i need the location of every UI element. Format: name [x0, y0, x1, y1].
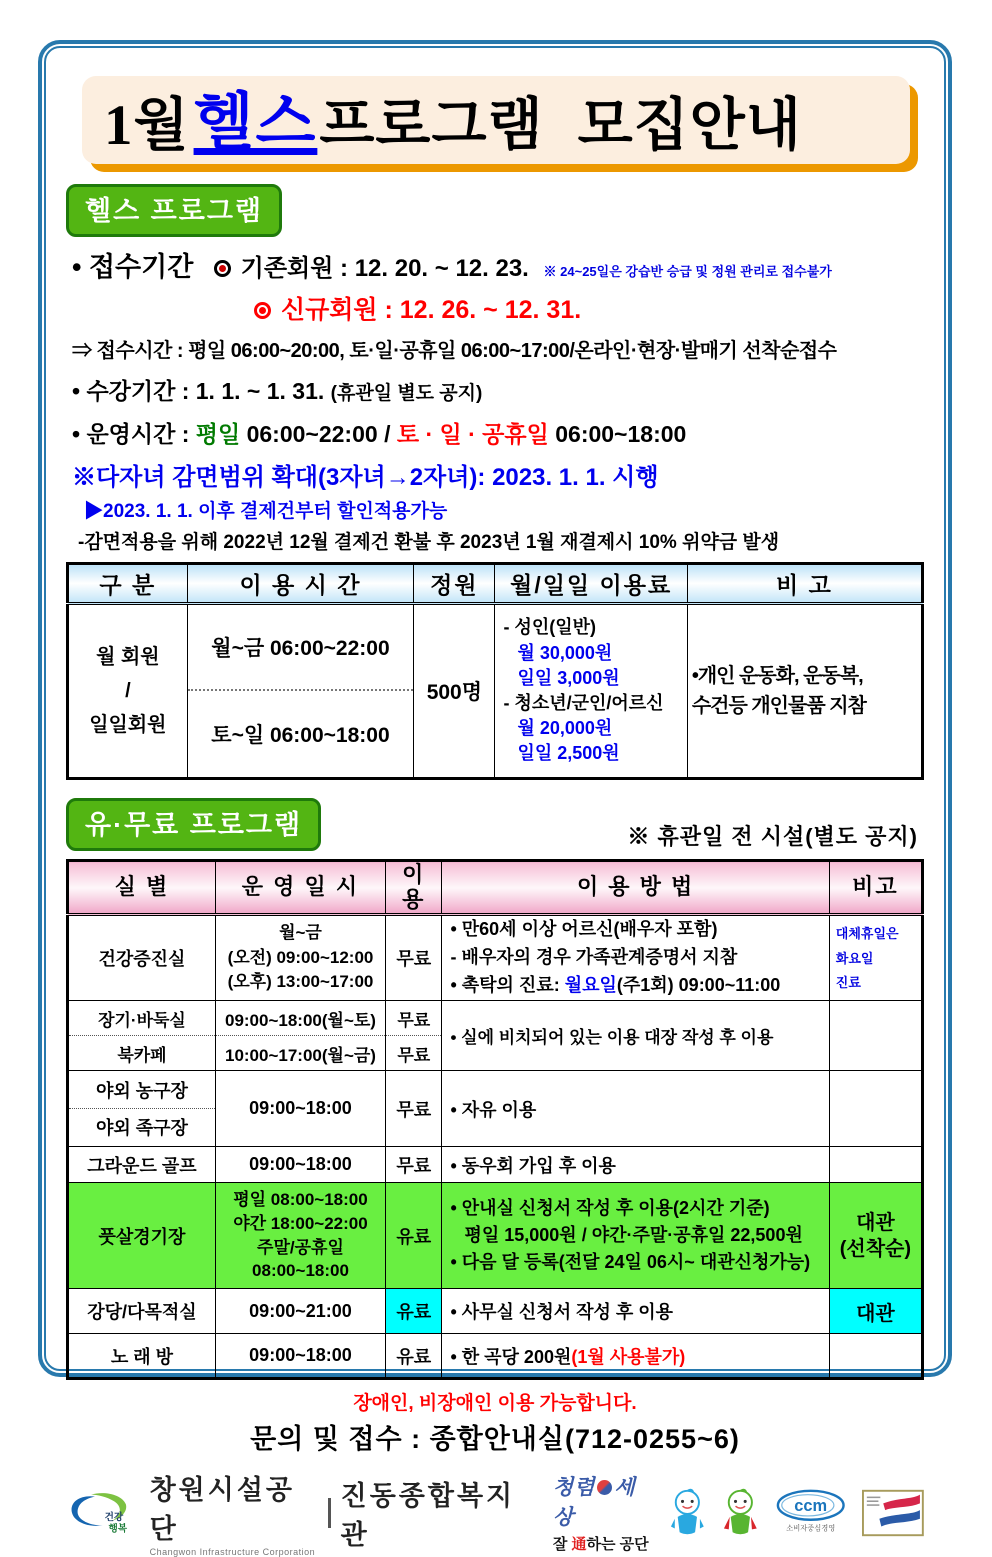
t2-r6-time1: 평일 08:00~18:00 — [233, 1189, 368, 1209]
t2-r1-method1: • 만60세 이상 어르신(배우자 포함) — [450, 919, 718, 940]
target-bullet-icon — [214, 260, 231, 277]
t2-r6-name: 풋살경기장 — [68, 1183, 216, 1289]
t2-r1-fee: 무료 — [386, 915, 442, 1001]
reception-note: ※ 24~25일은 강습반 승급 및 정원 관리로 접수불가 — [543, 264, 832, 279]
t2-header-method: 이 용 방 법 — [442, 861, 829, 915]
t2-r4-fee: 무료 — [386, 1071, 442, 1147]
t1-category-daily: 일일회원 — [89, 714, 167, 736]
logo-strip — [66, 1468, 924, 1557]
t1-fee-cell — [495, 604, 687, 779]
operating-weekday: 평일 — [195, 421, 241, 447]
t1-fee-adult-month: 월 30,000원 — [517, 642, 613, 663]
t1-category-cell — [68, 604, 188, 779]
t2-r5-method: • 동우회 가입 후 이용 — [442, 1147, 829, 1183]
row-auditorium — [68, 1289, 923, 1334]
t2-r5-name: 그라운드 골프 — [68, 1147, 216, 1183]
section-free-badge: 유·무료 프로그램 — [66, 798, 321, 851]
t2-r8-note — [829, 1334, 922, 1379]
t1-header-capacity: 정원 — [414, 564, 495, 604]
course-period-text: • 수강기간 : 1. 1. ~ 1. 31. — [72, 378, 325, 404]
t2-r7-fee: 유료 — [386, 1289, 442, 1334]
t1-fee-adult-label: - 성인(일반) — [503, 617, 597, 638]
t2-r1-method3-post: (주1회) 09:00~11:00 — [616, 974, 781, 995]
title-month: 1월 — [104, 94, 190, 157]
t2-r8-method — [442, 1334, 829, 1379]
t2-r1-note1: 대체휴일은 — [835, 926, 899, 941]
operating-label: • 운영시간 : — [72, 421, 196, 447]
integrity-word1: 청렴 — [552, 1476, 596, 1499]
health-program-table — [66, 562, 924, 780]
logo-divider — [328, 1498, 331, 1528]
t1-header-note: 비 고 — [687, 564, 922, 604]
t2-r7-time: 09:00~21:00 — [215, 1289, 385, 1334]
title-program: 프로그램 — [319, 94, 544, 157]
organization-name-en: Changwon Infrastructure Corporation — [149, 1547, 316, 1557]
t1-category-slash: / — [125, 680, 131, 702]
t2-r8-name: 노 래 방 — [68, 1334, 216, 1379]
operating-weekend-time: 06:00~18:00 — [555, 421, 687, 447]
t2-r7-note: 대관 — [829, 1289, 922, 1334]
target-bullet-red-icon — [254, 302, 271, 319]
t2-r23-method: • 실에 비치되어 있는 이용 대장 작성 후 이용 — [442, 1001, 829, 1071]
t2-r1-time — [215, 915, 385, 1001]
t2-r1-name: 건강증진실 — [68, 915, 216, 1001]
t2-r1-method — [442, 915, 829, 1001]
t2-r6-method1: • 안내실 신청서 작성 후 이용(2시간 기준) — [450, 1198, 770, 1218]
t2-r6-note2: (선착순) — [839, 1237, 912, 1260]
t1-header-time: 이 용 시 간 — [187, 564, 414, 604]
t2-r1-time2: (오전) 09:00~12:00 — [227, 947, 374, 967]
welfare-center-name: 진동종합복지관 — [340, 1480, 516, 1550]
t1-header-category: 구 분 — [68, 564, 188, 604]
t2-r5-note — [829, 1147, 922, 1183]
title-health: 헬스 — [193, 87, 318, 157]
t2-header-note: 비고 — [829, 861, 922, 915]
t2-r4-method: • 자유 이용 — [442, 1071, 829, 1147]
multi-child-warning: -감면적용을 위해 2022년 12월 결제건 환불 후 2023년 1월 재결제시 10% 위약금 발생 — [78, 532, 780, 553]
integrity-circle-icon — [597, 1480, 612, 1495]
t2-r8-fee: 유료 — [386, 1334, 442, 1379]
t2-r8-method-pre: • 한 곡당 200원 — [450, 1346, 572, 1367]
t2-header-fee-line1: 이 — [402, 862, 426, 888]
t2-r3-time: 10:00~17:00(월~금) — [215, 1036, 385, 1071]
t2-r6-fee: 유료 — [386, 1183, 442, 1289]
t1-fee-adult-day: 일일 3,000원 — [517, 667, 620, 688]
logo-happiness-text: 행복 — [108, 1522, 128, 1534]
t2-r1-method3-day: 월요일 — [564, 974, 617, 995]
integrity-slogan-top — [553, 1471, 654, 1531]
title-banner — [82, 76, 910, 164]
t1-note-cell — [687, 604, 922, 779]
reception-time-line: ⇒ 접수시간 : 평일 06:00~20:00, 토·일·공휴일 06:00~17:00/온라인·현장·발매기 선착순접수 — [72, 340, 837, 362]
t2-r6-time3: 주말/공휴일 — [257, 1237, 344, 1257]
ccm-text: ccm — [794, 1496, 827, 1515]
row-outdoor-courts — [68, 1071, 923, 1147]
row-futsal-field — [68, 1183, 923, 1289]
slogan-pre: 잘 — [552, 1536, 572, 1553]
reception-period-line — [72, 245, 922, 284]
contact-line: 문의 및 접수 : 종합안내실(712-0255~6) — [250, 1424, 740, 1454]
row-ground-golf — [68, 1147, 923, 1183]
slogan-tong: 通 — [571, 1536, 587, 1553]
row-health-promotion-room — [68, 915, 923, 1001]
t2-r1-method3 — [450, 972, 828, 1000]
existing-member-text: 기존회원 : 12. 20. ~ 12. 23. — [240, 255, 529, 282]
organization-name: 창원시설공단 — [149, 1475, 295, 1544]
row-baduk-room — [68, 1001, 923, 1036]
t2-r4-name2: 야외 족구장 — [95, 1118, 188, 1138]
operating-hours-line — [72, 416, 922, 449]
t2-header-room: 실 별 — [68, 861, 216, 915]
t2-r5-fee: 무료 — [386, 1147, 442, 1183]
title-recruit: 모집안내 — [577, 94, 802, 157]
t2-r1-method3-pre: • 촉탁의 진료: — [450, 974, 565, 995]
t2-r4-name — [68, 1071, 216, 1147]
t2-r6-time2: 야간 18:00~22:00 — [233, 1213, 368, 1233]
course-period-note: (휴관일 별도 공지) — [330, 383, 483, 404]
t2-r8-method-red: (1월 사용불가) — [571, 1346, 686, 1367]
health-happiness-swoosh-icon — [66, 1488, 134, 1538]
t2-r6-method3: • 다음 달 등록(전달 24일 06시~ 대관신청가능) — [450, 1252, 811, 1272]
t2-r5-time: 09:00~18:00 — [215, 1147, 385, 1183]
t1-category-monthly: 월 회원 — [96, 646, 160, 668]
t2-header-fee-line2: 용 — [402, 886, 426, 912]
accessibility-note: 장애인, 비장애인 이용 가능합니다. — [353, 1393, 637, 1414]
t2-r4-note — [829, 1071, 922, 1147]
t2-r1-note3: 진료 — [835, 975, 861, 991]
logo-health-text: 건강 — [104, 1511, 124, 1523]
t2-r2-fee: 무료 — [386, 1001, 442, 1036]
t1-time-cell — [187, 604, 414, 779]
t1-time-weekday: 월~금 06:00~22:00 — [188, 605, 414, 691]
t2-r6-note1: 대관 — [856, 1211, 895, 1234]
t2-r1-method2: - 배우자의 경우 가족관계증명서 지참 — [450, 947, 738, 968]
t2-r4-name1: 야외 농구장 — [69, 1072, 215, 1109]
page-content — [44, 46, 946, 1557]
t1-fee-youth-label: - 청소년/군인/어르신 — [503, 693, 664, 713]
t1-note-line2: 수건등 개인물품 지참 — [691, 695, 866, 717]
t1-note-line1: •개인 운동화, 운동복, — [691, 665, 863, 687]
t1-fee-youth-month: 월 20,000원 — [517, 718, 613, 739]
operating-weekday-time: 06:00~22:00 / — [246, 421, 397, 447]
page-border — [38, 40, 952, 1557]
multi-child-sub-notice: ▶2023. 1. 1. 이후 결제건부터 할인적용가능 — [84, 501, 448, 522]
multi-child-notice: ※다자녀 감면범위 확대(3자녀→2자녀): 2023. 1. 1. 시행 — [72, 464, 659, 491]
t1-time-weekend: 토~일 06:00~18:00 — [211, 724, 390, 747]
service-quality-badge-icon — [862, 1489, 924, 1537]
mascot-green-icon — [722, 1487, 759, 1539]
t2-r7-method: • 사무실 신청서 작성 후 이용 — [442, 1289, 829, 1334]
section-health-badge: 헬스 프로그램 — [66, 184, 282, 237]
t2-r4-time: 09:00~18:00 — [215, 1071, 385, 1147]
health-info — [66, 237, 924, 554]
slogan-post: 하는 공단 — [586, 1536, 649, 1553]
t1-header-fee: 월/일일 이용료 — [495, 564, 687, 604]
t2-header-fee — [386, 861, 442, 915]
section-free-header — [66, 798, 924, 851]
t2-r2-time: 09:00~18:00(월~토) — [215, 1001, 385, 1036]
t2-r6-time4: 08:00~18:00 — [252, 1261, 349, 1281]
t2-r6-time — [215, 1183, 385, 1289]
t1-capacity-cell: 500명 — [414, 604, 495, 779]
row-karaoke — [68, 1334, 923, 1379]
t2-r6-note — [829, 1183, 922, 1289]
t2-r3-name: 북카페 — [68, 1036, 216, 1071]
t2-r1-note2: 화요일 — [835, 950, 874, 966]
t1-body-row — [68, 604, 923, 779]
t2-r6-method2: 평일 15,000원 / 야간·주말·공휴일 22,500원 — [464, 1225, 803, 1245]
integrity-word2: 세상 — [552, 1476, 636, 1529]
ccm-certification-icon — [775, 1488, 846, 1538]
new-member-line — [254, 290, 922, 326]
free-paid-program-table — [66, 859, 924, 1380]
mascot-blue-icon — [669, 1487, 706, 1539]
organization-block — [150, 1468, 537, 1557]
t1-header-row — [68, 564, 923, 604]
reception-period-label: • 접수기간 — [72, 252, 194, 282]
closure-note: ※ 휴관일 전 시설(별도 공지) — [627, 824, 918, 849]
operating-weekend: 토 · 일 · 공휴일 — [396, 421, 549, 447]
t1-fee-youth-day: 일일 2,500원 — [517, 743, 620, 764]
t2-r3-fee: 무료 — [386, 1036, 442, 1071]
t2-r1-note — [829, 915, 922, 1001]
t2-r7-name: 강당/다목적실 — [68, 1289, 216, 1334]
new-member-text: 신규회원 : 12. 26. ~ 12. 31. — [280, 296, 582, 324]
integrity-slogan-bottom — [553, 1533, 654, 1554]
integrity-slogan-logo — [553, 1471, 654, 1554]
t2-r1-time3: (오후) 13:00~17:00 — [227, 972, 374, 992]
t2-header-schedule: 운 영 일 시 — [215, 861, 385, 915]
t2-r6-method — [442, 1183, 829, 1289]
t2-header-row — [68, 861, 923, 915]
t2-r23-note — [829, 1001, 922, 1071]
t2-r1-time1: 월~금 — [279, 923, 322, 943]
course-period-line — [72, 373, 922, 406]
ccm-subtext: 소비자중심경영 — [786, 1522, 835, 1532]
t2-r2-name: 장기·바둑실 — [68, 1001, 216, 1036]
t2-r8-time: 09:00~18:00 — [215, 1334, 385, 1379]
